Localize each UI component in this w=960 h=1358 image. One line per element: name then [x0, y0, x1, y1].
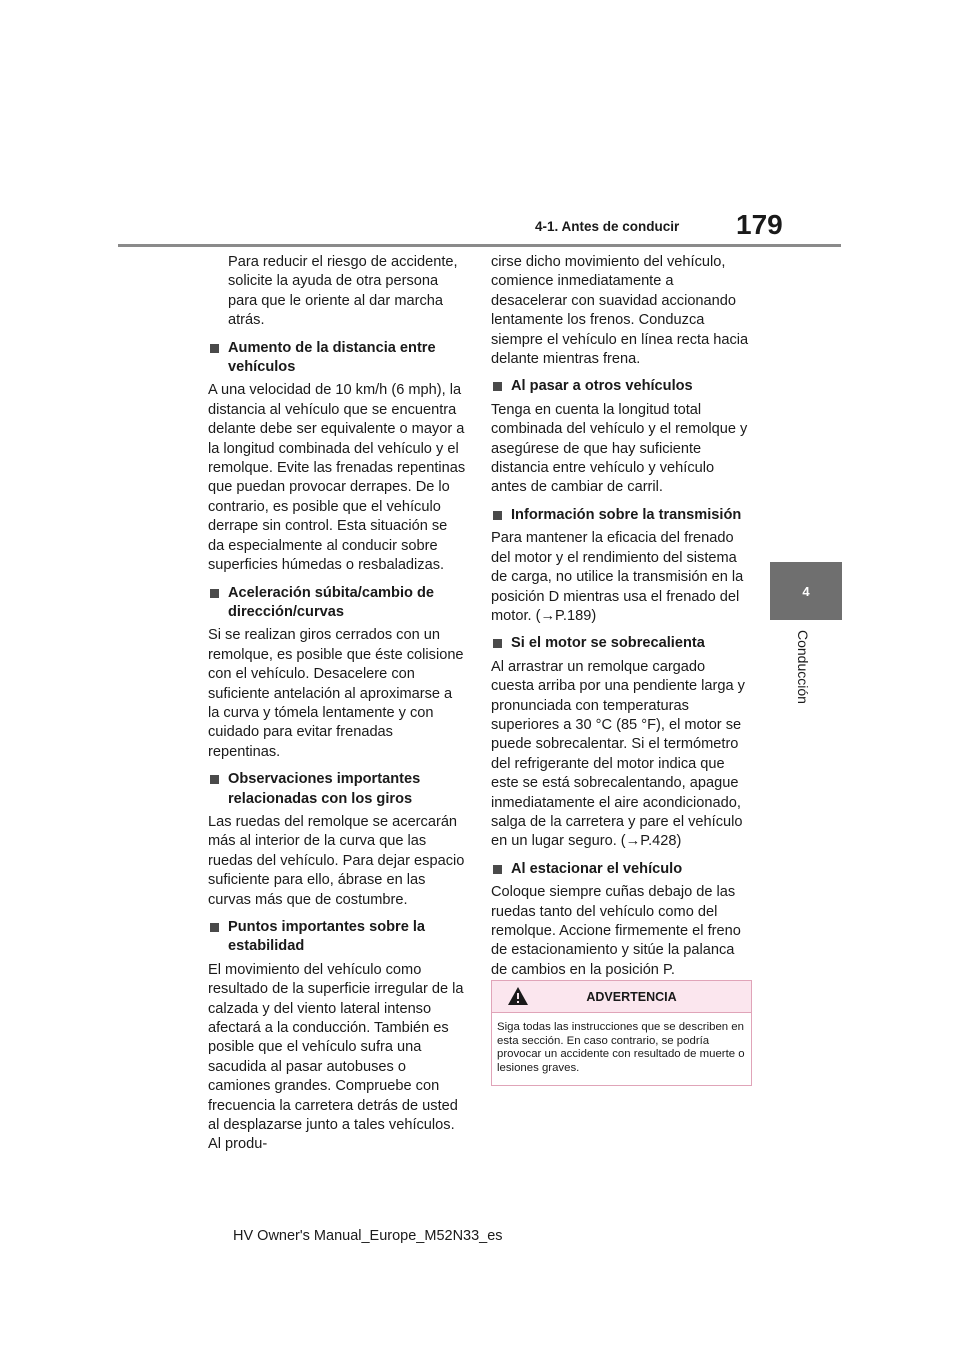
section-body: Las ruedas del remolque se acercarán más al interior de la curva que las ruedas del vehículo. Para dejar espacio suficiente para ello, ábrase en las curvas más que de costumbre. — [208, 813, 465, 908]
section-heading: Si el motor se sobrecalienta — [491, 634, 749, 653]
section-body: Tenga en cuenta la longitud total combinada del vehículo y el remolque y asegúrese de que hay suficiente distancia entre vehículo y vehículo antes de cambiar de carril. — [491, 401, 748, 496]
warning-title: ADVERTENCIA — [586, 989, 677, 1004]
chapter-tab[interactable] — [770, 562, 842, 620]
header-divider — [118, 244, 841, 247]
section-body: A una velocidad de 10 km/h (6 mph), la distancia al vehículo que se encuentra delante debe ser equivalente o mayor a la longitud combinada del vehículo y el remolque. Evite las frenadas repentinas que puedan provocar derrapes. De lo contrario, es posible que el vehículo derrape sin control. Esta situación se da especialmente al conducir sobre superficies húmedas o resbaladizas. — [208, 382, 466, 574]
section-heading: Aumento de la distancia entre vehículos — [208, 339, 466, 378]
section-heading: Al estacionar el vehículo — [491, 860, 749, 879]
section-heading: Información sobre la transmisión — [491, 506, 749, 525]
section-heading: Aceleración súbita/cambio de dirección/curvas — [208, 584, 466, 623]
section-body: Al arrastrar un remolque cargado cuesta arriba por una pendiente larga y pronunciada con temperaturas superiores a 30 °C (85 °F), el motor se puede sobrecalentar. Si el termómetro del refrigerante del motor indica que este se está sobrecalentando, apague inmediatamente el aire acondicionado, salga de la carretera y pare el vehículo en un lugar seguro. (→P.428) — [491, 658, 745, 850]
warning-triangle-icon — [507, 986, 529, 1006]
section-body: El movimiento del vehículo como resultado de la superficie irregular de la calzada y del viento lateral intenso afectará a la conducción. También es posible que el vehículo sufra una sacudida al pasar autobuses o camiones grandes. Compruebe con frecuencia la carretera detrás de usted al desplazarse junto a tales vehículos. Al produ- — [208, 961, 464, 1153]
intro-paragraph: Para reducir el riesgo de accidente, solicite la ayuda de otra persona para que le oriente al dar marcha atrás. — [228, 254, 458, 329]
warning-text: Siga todas las instrucciones que se describen en esta sección. En caso contrario, se podría provocar un accidente con resultado de muerte o lesiones graves. — [497, 1021, 745, 1074]
continuation-paragraph: cirse dicho movimiento del vehículo, comience inmediatamente a desacelerar con suavidad accionando lentamente los frenos. Conduzca siempre el vehículo en línea recta hacia delante mientras frena. — [491, 254, 749, 368]
right-column — [491, 253, 749, 988]
warning-header — [492, 981, 751, 1013]
section-heading: Puntos importantes sobre la estabilidad — [208, 918, 466, 957]
section-body: Para mantener la eficacia del frenado del motor y el rendimiento del sistema de carga, no utilice la transmisión en la posición D mientras usa el frenado del motor. (→P.189) — [491, 530, 744, 624]
footer-text: HV Owner's Manual_Europe_M52N33_es — [233, 1228, 503, 1244]
section-title: 4-1. Antes de conducir — [535, 219, 680, 234]
chapter-label: Conducción — [795, 630, 811, 704]
chapter-number: 4 — [802, 583, 810, 599]
section-heading: Al pasar a otros vehículos — [491, 377, 749, 396]
warning-box — [491, 980, 752, 1086]
section-body: Coloque siempre cuñas debajo de las ruedas tanto del vehículo como del remolque. Accione firmemente el freno de estacionamiento y sitúe la palanca de cambios en la posición P. — [491, 884, 741, 978]
page-number: 179 — [736, 209, 783, 240]
section-heading: Observaciones importantes relacionadas con los giros — [208, 770, 466, 809]
section-body: Si se realizan giros cerrados con un remolque, es posible que éste colisione con el vehículo. Desacelere con suficiente antelación al aproximarse a la curva y tómela lentamente y con cuidado para evitar frenadas repentinas. — [208, 627, 464, 760]
left-column — [208, 253, 466, 1163]
